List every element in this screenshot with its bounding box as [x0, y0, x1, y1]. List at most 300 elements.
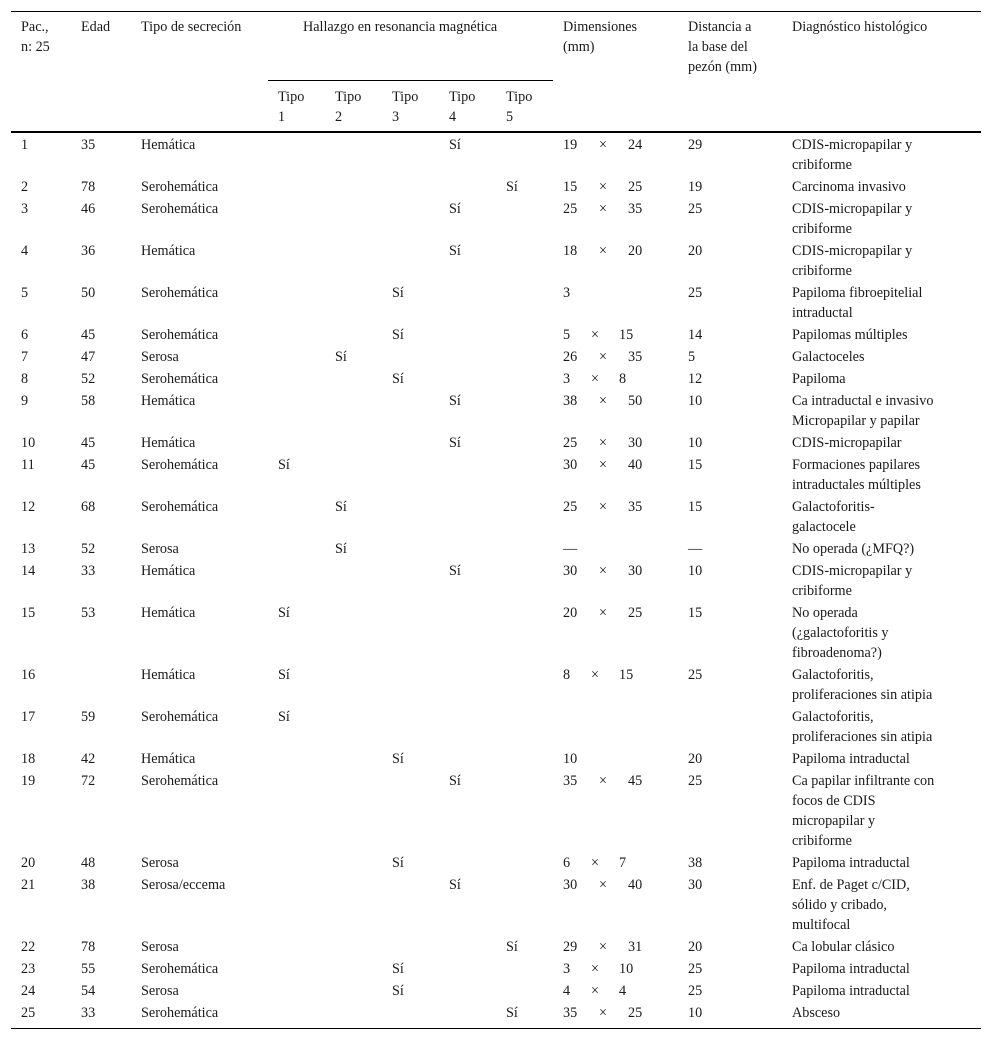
cell-mri-si: Sí [449, 137, 461, 153]
cell-mri-si: Sí [449, 435, 461, 451]
table-bottom-rule [11, 1028, 981, 1029]
dim-b: 25 [628, 1005, 643, 1021]
cell-diagnostico [792, 959, 910, 979]
times-sign: × [599, 243, 608, 259]
dim-a: 30 [563, 457, 578, 473]
dim-b: 40 [628, 457, 643, 473]
table-row [11, 199, 981, 241]
table-row [11, 497, 981, 539]
dim-a: 30 [563, 563, 578, 579]
cell-diagnostico [792, 283, 922, 323]
cell-tipo-secrecion: Hemática [141, 751, 196, 767]
times-sign: × [599, 201, 608, 217]
diagnostico-line: Papiloma [792, 371, 846, 387]
cell-tipo-secrecion: Serohemática [141, 709, 219, 725]
table-row [11, 561, 981, 603]
dim-a: 35 [563, 1005, 578, 1021]
cell-tipo-secrecion: Serohemática [141, 371, 219, 387]
diagnostico-line: Galactoforitis, [792, 667, 874, 683]
cell-diagnostico [792, 1003, 840, 1023]
header-edad: Edad [81, 19, 111, 35]
cell-distancia: 10 [688, 435, 703, 451]
cell-pac: 3 [21, 201, 29, 217]
table-row [11, 455, 981, 497]
cell-diagnostico [792, 539, 914, 559]
cell-distancia: 25 [688, 201, 703, 217]
cell-tipo-secrecion: Serohemática [141, 499, 219, 515]
times-sign: × [599, 349, 608, 365]
diagnostico-line: intraductal [792, 305, 853, 321]
diagnostico-line: Carcinoma invasivo [792, 179, 906, 195]
cell-distancia: 12 [688, 371, 703, 387]
dim-a: 6 [563, 855, 571, 871]
header-tipo-secrecion: Tipo de secreción [141, 19, 242, 35]
header-tipo-5: Tipo 5 [506, 89, 533, 125]
cell-mri-si: Sí [392, 285, 404, 301]
header-hallazgo-rm: Hallazgo en resonancia magnética [303, 19, 498, 35]
cell-distancia: 25 [688, 285, 703, 301]
dim-b: 31 [628, 939, 643, 955]
diagnostico-line: Ca lobular clásico [792, 939, 895, 955]
cell-dimensiones [563, 199, 643, 219]
table-row [11, 347, 981, 369]
cell-edad: 55 [81, 961, 96, 977]
dim-a: 18 [563, 243, 578, 259]
times-sign: × [599, 393, 608, 409]
header-tipo-1: Tipo 1 [278, 89, 305, 125]
cell-dimensiones [563, 937, 643, 957]
table-row [11, 391, 981, 433]
cell-diagnostico [792, 199, 912, 239]
times-sign: × [591, 961, 600, 977]
table-top-rule [11, 11, 981, 12]
times-sign: × [599, 877, 608, 893]
diagnostico-line: Papiloma intraductal [792, 961, 910, 977]
cell-mri-si: Sí [335, 541, 347, 557]
cell-tipo-secrecion: Hemática [141, 393, 196, 409]
dim-a: 5 [563, 327, 571, 343]
diagnostico-line: Ca intraductal e invasivo [792, 393, 934, 409]
cell-dimensiones [563, 1003, 643, 1023]
cell-edad: 33 [81, 1005, 96, 1021]
table-row [11, 135, 981, 177]
cell-diagnostico [792, 937, 894, 957]
cell-diagnostico [792, 391, 933, 431]
table-row [11, 283, 981, 325]
cell-pac: 21 [21, 877, 36, 893]
cell-distancia: 25 [688, 773, 703, 789]
diagnostico-line: Ca papilar infiltrante con [792, 773, 935, 789]
cell-tipo-secrecion: Hemática [141, 563, 196, 579]
cell-pac: 17 [21, 709, 36, 725]
dim-b: 20 [628, 243, 643, 259]
diagnostico-line: cribiforme [792, 157, 852, 173]
cell-tipo-secrecion: Serosa [141, 983, 179, 999]
cell-dimensiones [563, 665, 634, 685]
cell-mri-si: Sí [392, 371, 404, 387]
cell-pac: 13 [21, 541, 36, 557]
cell-diagnostico [792, 707, 932, 747]
diagnostico-line: CDIS-micropapilar y [792, 137, 913, 153]
cell-distancia: 25 [688, 667, 703, 683]
diagnostico-line: multifocal [792, 917, 851, 933]
diagnostico-line: Formaciones papilares [792, 457, 921, 473]
cell-tipo-secrecion: Serosa [141, 939, 179, 955]
cell-distancia: 20 [688, 939, 703, 955]
cell-diagnostico [792, 497, 875, 537]
table-row [11, 707, 981, 749]
dim-a: 3 [563, 961, 571, 977]
cell-edad: 42 [81, 751, 96, 767]
cell-mri-si: Sí [449, 563, 461, 579]
header-tipo-3: Tipo 3 [392, 89, 419, 125]
dim-a: 38 [563, 393, 578, 409]
dim-b: 4 [619, 983, 627, 999]
diagnostico-line: Papiloma intraductal [792, 751, 910, 767]
cell-diagnostico [792, 241, 912, 281]
diagnostico-line: Papilomas múltiples [792, 327, 908, 343]
diagnostico-line: CDIS-micropapilar [792, 435, 902, 451]
cell-dimensiones [563, 853, 627, 873]
dim-a: 20 [563, 605, 578, 621]
cell-diagnostico [792, 177, 906, 197]
cell-diagnostico [792, 771, 934, 851]
header-group-rule [268, 80, 553, 81]
cell-diagnostico [792, 853, 910, 873]
cell-diagnostico [792, 981, 910, 1001]
table-row [11, 1003, 981, 1025]
table-row [11, 853, 981, 875]
times-sign: × [591, 371, 600, 387]
diagnostico-line: (¿galactoforitis y [792, 625, 889, 641]
times-sign: × [591, 983, 600, 999]
times-sign: × [599, 773, 608, 789]
diagnostico-line: No operada (¿MFQ?) [792, 541, 915, 557]
cell-edad: 48 [81, 855, 96, 871]
cell-diagnostico [792, 325, 907, 345]
cell-pac: 16 [21, 667, 36, 683]
times-sign: × [591, 327, 600, 343]
diagnostico-line: Absceso [792, 1005, 841, 1021]
cell-mri-si: Sí [449, 393, 461, 409]
cell-dimensiones [563, 433, 643, 453]
cell-mri-si: Sí [392, 961, 404, 977]
cell-dimensiones [563, 325, 634, 345]
diagnostico-line: Galactoforitis, [792, 709, 874, 725]
table-row [11, 603, 981, 665]
cell-edad: 68 [81, 499, 96, 515]
dim-b: 8 [619, 371, 627, 387]
cell-tipo-secrecion: Serohemática [141, 1005, 219, 1021]
diagnostico-line: Galactoforitis- [792, 499, 875, 515]
dim-a: 8 [563, 667, 571, 683]
diagnostico-line: proliferaciones sin atipia [792, 729, 933, 745]
dim-b: 25 [628, 179, 643, 195]
cell-mri-si: Sí [392, 327, 404, 343]
cell-mri-si: Sí [278, 605, 290, 621]
cell-edad: 35 [81, 137, 96, 153]
cell-pac: 14 [21, 563, 36, 579]
cell-mri-si: Sí [449, 877, 461, 893]
cell-dimensiones: 10 [563, 751, 578, 767]
cell-tipo-secrecion: Serosa/eccema [141, 877, 226, 893]
cell-pac: 8 [21, 371, 29, 387]
cell-diagnostico [792, 749, 910, 769]
cell-tipo-secrecion: Serohemática [141, 201, 219, 217]
diagnostico-line: sólido y cribado, [792, 897, 887, 913]
cell-dimensiones [563, 603, 643, 623]
times-sign: × [599, 563, 608, 579]
cell-pac: 7 [21, 349, 29, 365]
cell-diagnostico [792, 875, 910, 935]
cell-edad: 78 [81, 179, 96, 195]
cell-edad: 46 [81, 201, 96, 217]
dim-a: 15 [563, 179, 578, 195]
times-sign: × [599, 499, 608, 515]
diagnostico-line: intraductales múltiples [792, 477, 921, 493]
diagnostico-line: proliferaciones sin atipia [792, 687, 933, 703]
cell-tipo-secrecion: Serohemática [141, 327, 219, 343]
cell-dimensiones [563, 981, 627, 1001]
table-row [11, 665, 981, 707]
cell-distancia: 29 [688, 137, 703, 153]
cell-tipo-secrecion: Serohemática [141, 457, 219, 473]
dim-a: 29 [563, 939, 578, 955]
times-sign: × [599, 939, 608, 955]
dim-a: 3 [563, 371, 571, 387]
dim-b: 7 [619, 855, 627, 871]
dim-b: 35 [628, 201, 643, 217]
cell-diagnostico [792, 665, 932, 705]
dim-b: 30 [628, 435, 643, 451]
dim-b: 24 [628, 137, 643, 153]
diagnostico-line: focos de CDIS [792, 793, 876, 809]
cell-pac: 6 [21, 327, 29, 343]
table-row [11, 325, 981, 347]
table-row [11, 433, 981, 455]
dim-b: 35 [628, 349, 643, 365]
dim-a: 25 [563, 201, 578, 217]
cell-edad: 52 [81, 371, 96, 387]
cell-mri-si: Sí [335, 349, 347, 365]
cell-diagnostico [792, 369, 846, 389]
diagnostico-line: Micropapilar y papilar [792, 413, 920, 429]
dim-a: 19 [563, 137, 578, 153]
dim-b: 10 [619, 961, 634, 977]
cell-pac: 12 [21, 499, 36, 515]
diagnostico-line: fibroadenoma?) [792, 645, 882, 661]
cell-mri-si: Sí [335, 499, 347, 515]
cell-mri-si: Sí [449, 243, 461, 259]
cell-tipo-secrecion: Serohemática [141, 961, 219, 977]
cell-dimensiones: 3 [563, 285, 571, 301]
times-sign: × [599, 179, 608, 195]
diagnostico-line: cribiforme [792, 221, 852, 237]
table-row [11, 749, 981, 771]
cell-dimensiones [563, 561, 643, 581]
cell-mri-si: Sí [449, 773, 461, 789]
cell-distancia: 25 [688, 983, 703, 999]
dim-b: 25 [628, 605, 643, 621]
cell-edad: 59 [81, 709, 96, 725]
results-table [11, 11, 981, 1029]
cell-distancia: 38 [688, 855, 703, 871]
cell-dimensiones [563, 135, 643, 155]
times-sign: × [591, 667, 600, 683]
cell-tipo-secrecion: Serosa [141, 855, 179, 871]
dim-a: 26 [563, 349, 578, 365]
times-sign: × [599, 1005, 608, 1021]
table-row [11, 241, 981, 283]
cell-pac: 4 [21, 243, 29, 259]
dim-b: 40 [628, 877, 643, 893]
cell-diagnostico [792, 455, 921, 495]
cell-tipo-secrecion: Hemática [141, 243, 196, 259]
cell-edad: 33 [81, 563, 96, 579]
cell-distancia: 5 [688, 349, 696, 365]
cell-edad: 36 [81, 243, 96, 259]
diagnostico-line: micropapilar y [792, 813, 876, 829]
cell-distancia: 10 [688, 1005, 703, 1021]
cell-edad: 45 [81, 435, 96, 451]
table-row [11, 937, 981, 959]
cell-distancia: 30 [688, 877, 703, 893]
cell-edad: 45 [81, 327, 96, 343]
cell-dimensiones: — [563, 541, 578, 557]
dim-b: 45 [628, 773, 643, 789]
cell-tipo-secrecion: Serosa [141, 349, 179, 365]
cell-mri-si: Sí [506, 179, 518, 195]
diagnostico-line: No operada [792, 605, 858, 621]
cell-mri-si: Sí [392, 855, 404, 871]
cell-dimensiones [563, 369, 627, 389]
cell-edad: 38 [81, 877, 96, 893]
times-sign: × [599, 435, 608, 451]
cell-pac: 5 [21, 285, 29, 301]
cell-diagnostico [792, 603, 889, 663]
cell-diagnostico [792, 561, 912, 601]
cell-dimensiones [563, 959, 634, 979]
diagnostico-line: CDIS-micropapilar y [792, 243, 913, 259]
diagnostico-line: Papiloma intraductal [792, 983, 910, 999]
cell-edad: 78 [81, 939, 96, 955]
diagnostico-line: galactocele [792, 519, 856, 535]
dim-a: 25 [563, 435, 578, 451]
times-sign: × [599, 137, 608, 153]
cell-pac: 22 [21, 939, 36, 955]
diagnostico-line: Galactoceles [792, 349, 865, 365]
cell-mri-si: Sí [278, 667, 290, 683]
cell-tipo-secrecion: Hemática [141, 137, 196, 153]
cell-distancia: — [688, 541, 703, 557]
diagnostico-line: CDIS-micropapilar y [792, 201, 913, 217]
cell-dimensiones [563, 241, 643, 261]
cell-mri-si: Sí [449, 201, 461, 217]
table-row [11, 981, 981, 1003]
cell-pac: 25 [21, 1005, 36, 1021]
cell-tipo-secrecion: Hemática [141, 605, 196, 621]
diagnostico-line: Papiloma intraductal [792, 855, 910, 871]
table-row [11, 177, 981, 199]
cell-pac: 20 [21, 855, 36, 871]
cell-tipo-secrecion: Serohemática [141, 285, 219, 301]
cell-dimensiones [563, 177, 643, 197]
cell-mri-si: Sí [392, 983, 404, 999]
cell-mri-si: Sí [278, 709, 290, 725]
times-sign: × [599, 605, 608, 621]
cell-mri-si: Sí [278, 457, 290, 473]
cell-pac: 2 [21, 179, 29, 195]
diagnostico-line: Enf. de Paget c/CID, [792, 877, 910, 893]
cell-dimensiones [563, 771, 643, 791]
cell-diagnostico [792, 433, 902, 453]
cell-pac: 18 [21, 751, 36, 767]
cell-dimensiones [563, 391, 643, 411]
dim-b: 35 [628, 499, 643, 515]
times-sign: × [591, 855, 600, 871]
table-row [11, 369, 981, 391]
cell-distancia: 20 [688, 751, 703, 767]
dim-b: 15 [619, 667, 634, 683]
table-row [11, 875, 981, 937]
cell-distancia: 15 [688, 457, 703, 473]
header-dimensiones: Dimensiones (mm) [563, 19, 638, 55]
dim-b: 15 [619, 327, 634, 343]
table-row [11, 539, 981, 561]
times-sign: × [599, 457, 608, 473]
header-distancia: Distancia a la base del pezón (mm) [688, 19, 757, 75]
cell-pac: 9 [21, 393, 29, 409]
table-row [11, 771, 981, 853]
diagnostico-line: cribiforme [792, 833, 852, 849]
cell-mri-si: Sí [506, 939, 518, 955]
dim-a: 35 [563, 773, 578, 789]
cell-edad: 52 [81, 541, 96, 557]
diagnostico-line: cribiforme [792, 583, 852, 599]
cell-diagnostico [792, 347, 864, 367]
cell-pac: 24 [21, 983, 36, 999]
cell-pac: 15 [21, 605, 36, 621]
cell-distancia: 15 [688, 605, 703, 621]
cell-distancia: 14 [688, 327, 703, 343]
cell-tipo-secrecion: Serosa [141, 541, 179, 557]
cell-edad: 53 [81, 605, 96, 621]
dim-a: 4 [563, 983, 571, 999]
cell-tipo-secrecion: Hemática [141, 435, 196, 451]
dim-a: 30 [563, 877, 578, 893]
cell-distancia: 15 [688, 499, 703, 515]
header-bottom-rule [11, 131, 981, 133]
cell-dimensiones [563, 875, 643, 895]
cell-pac: 1 [21, 137, 29, 153]
cell-mri-si: Sí [506, 1005, 518, 1021]
header-tipo-2: Tipo 2 [335, 89, 362, 125]
diagnostico-line: Papiloma fibroepitelial [792, 285, 923, 301]
cell-tipo-secrecion: Serohemática [141, 179, 219, 195]
cell-tipo-secrecion: Serohemática [141, 773, 219, 789]
cell-edad: 45 [81, 457, 96, 473]
diagnostico-line: CDIS-micropapilar y [792, 563, 913, 579]
cell-edad: 47 [81, 349, 96, 365]
cell-edad: 54 [81, 983, 96, 999]
cell-distancia: 20 [688, 243, 703, 259]
header-tipo-4: Tipo 4 [449, 89, 476, 125]
cell-edad: 72 [81, 773, 96, 789]
cell-pac: 23 [21, 961, 36, 977]
cell-edad: 50 [81, 285, 96, 301]
table-row [11, 959, 981, 981]
cell-dimensiones [563, 347, 643, 367]
